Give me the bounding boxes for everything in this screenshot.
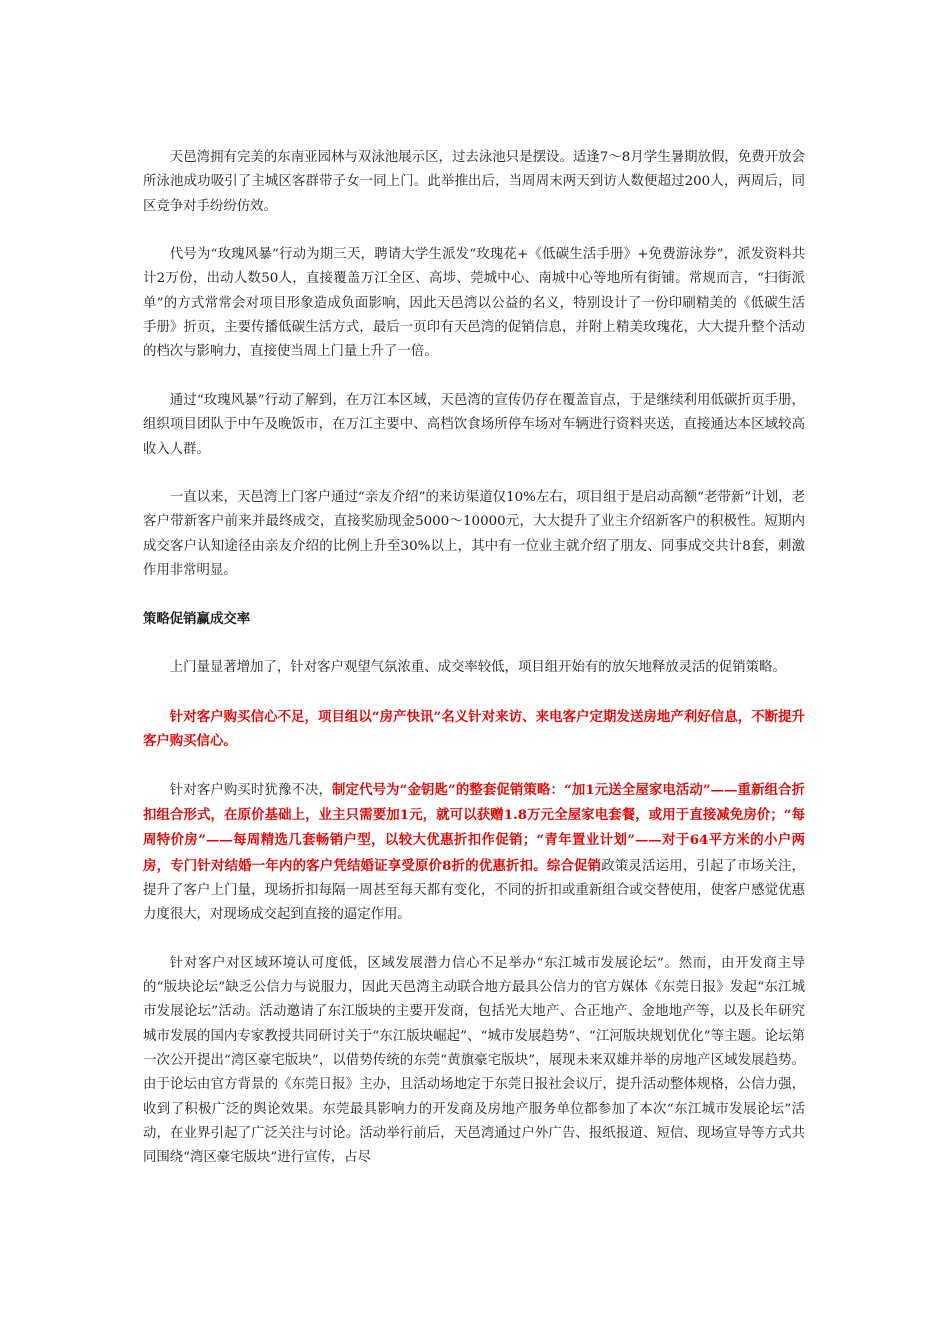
paragraph-swimming-pool: 天邑湾拥有完美的东南亚园林与双泳池展示区，过去泳池只是摆设。适逢7～8月学生暑期放假，免费开放会所泳池成功吸引了主城区客群带子女一同上门。此举推出后，当周周末两天到访人数便超过200人，两周后，同区竞争对手纷纷仿效。	[143, 150, 805, 214]
paragraph-golden-key	[143, 778, 805, 928]
document-body	[143, 146, 805, 1195]
paragraph-promotion-intro: 上门量显著增加了，针对客户观望气氛浓重、成交率较低，项目组开始有的放矢地释放灵活的促销策略。	[169, 660, 786, 676]
golden-key-result: 政策灵活运用，引起了市场关注，提升了客户上门量，现场折扣每隔一周甚至每天都有变化，不同的折扣或重新组合或交替使用，使客户感觉优惠力度很大，对现场成交起到直接的逼定作用。	[143, 858, 805, 923]
paragraph-referral-program: 一直以来，天邑湾上门客户通过“亲友介绍”的来访渠道仅10%左右，项目组于是启动高额“老带新”计划，老客户带新客户前来并最终成交，直接奖励现金5000～10000元，大大提升了业主介绍新客户的积极性。短期内成交客户认知途径由亲友介绍的比例上升至30%以上，其中有一位业主就介绍了朋友、同事成交共计8套，刺激作用非常明显。	[143, 490, 805, 579]
paragraph-buyer-confidence: 针对客户购买信心不足，项目组以“房产快讯”名义针对来访、来电客户定期发送房地产利好信息，不断提升客户购买信心。	[143, 708, 805, 750]
golden-key-intro: 针对客户购买时犹豫不决，	[169, 782, 333, 798]
paragraph-rose-storm: 代号为“玫瑰风暴”行动为期三天，聘请大学生派发“玫瑰花+《低碳生活手册》+免费游泳券”，派发资料共计2万份，出动人数50人，直接覆盖万江全区、高埗、莞城中心、南城中心等地所有街铺。常规而言，“扫街派单”的方式常常会对项目形象造成负面影响，因此天邑湾以公益的名义，特别设计了一份印刷精美的《低碳生活手册》折页，主要传播低碳生活方式，最后一页印有天邑湾的促销信息，并附上精美玫瑰花，大大提升整个活动的档次与影响力，直接使当周上门量上升了一倍。	[143, 247, 805, 360]
section-heading: 策略促销赢成交率	[143, 611, 251, 627]
paragraph-brochure-delivery: 通过“玫瑰风暴”行动了解到，在万江本区域，天邑湾的宣传仍存在覆盖盲点，于是继续利用低碳折页手册，组织项目团队于中午及晚饭市，在万江主要中、高档饮食场所停车场对车辆进行资料夹送，直接通达本区域较高收入人群。	[143, 392, 805, 457]
golden-key-strategy: 制定代号为“金钥匙”的整套促销策略：“加1元送全屋家电活动”——重新组合折扣组合形式，在原价基础上，业主只需要加1元，就可以获赠1.8万元全屋家电套餐，或用于直接减免房价；“每周特价房”——每周精选几套畅销户型，以较大优惠折扣作促销；“青年置业计划”——对于64平方米的小户两房，专门针对结婚一年内的客户凭结婚证享受原价8折的优惠折扣。综合促销	[143, 781, 806, 874]
paragraph-forum: 针对客户对区域环境认可度低，区域发展潜力信心不足举办“东江城市发展论坛”。然而，由开发商主导的“版块论坛”缺乏公信力与说服力，因此天邑湾主动联合地方最具公信力的官方媒体《东莞日报》发起“东江城市发展论坛”活动。活动邀请了东江版块的主要开发商，包括光大地产、合正地产、金地地产等，以及长年研究城市发展的国内专家教授共同研讨关于“东江版块崛起”、“城市发展趋势”、“江河版块规划优化”等主题。论坛第一次公开提出“湾区豪宅版块”，以借势传统的东莞“黄旗豪宅版块”，展现未来双雄并举的房地产区域发展趋势。由于论坛由官方背景的《东莞日报》主办，且活动场地定于东莞日报社会议厅，提升活动整体规格，公信力强，收到了积极广泛的舆论效果。东莞最具影响力的开发商及房地产服务单位都参加了本次“东江城市发展论坛”活动，在业界引起了广泛关注与讨论。活动举行前后，天邑湾通过户外广告、报纸报道、短信、现场宣导等方式共同围绕“湾区豪宅版块”进行宣传，占尽	[143, 955, 805, 1166]
